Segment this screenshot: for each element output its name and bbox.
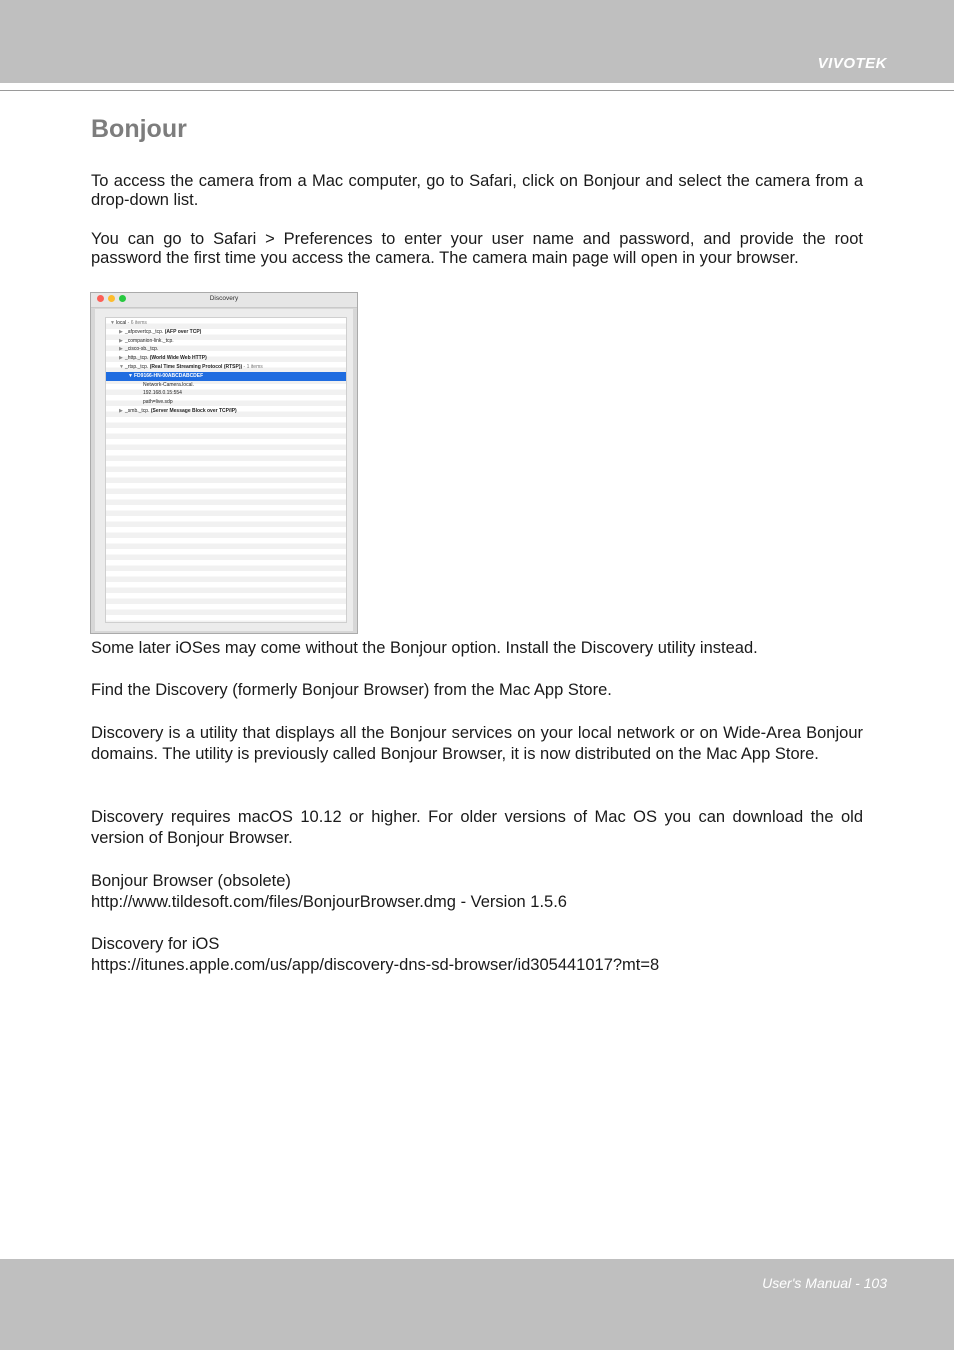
service-row[interactable] xyxy=(106,319,346,328)
service-name: _rtsp._tcp. xyxy=(125,364,149,370)
page-header-band xyxy=(0,0,954,83)
header-divider xyxy=(0,90,954,91)
service-name: _cisco-sb._tcp. xyxy=(125,346,159,353)
paragraph-discovery-requirements: Discovery requires macOS 10.12 or higher. For older versions of Mac OS you can download the old version of Bonjour Browser. xyxy=(91,808,863,847)
service-row[interactable] xyxy=(106,389,346,398)
service-description: (Server Message Block over TCP/IP) xyxy=(149,408,237,414)
service-name: FD9166-HN-00ABCDABCDEF xyxy=(134,372,204,379)
service-name: _companion-link._tcp. xyxy=(125,337,174,344)
bonjour-browser-url[interactable]: http://www.tildesoft.com/files/BonjourBrowser.dmg - Version 1.5.6 xyxy=(91,893,567,911)
service-row[interactable] xyxy=(106,354,346,363)
disclosure-closed-icon[interactable]: ▶ xyxy=(119,408,123,414)
service-item-count: - 6 items xyxy=(126,320,147,326)
page-footer-band xyxy=(0,1259,954,1350)
service-name: path=live.sdp xyxy=(143,399,173,406)
service-name: _afpovertcp._tcp. xyxy=(125,328,164,335)
service-row[interactable] xyxy=(106,363,346,372)
paragraph-later-ioses: Some later iOSes may come without the Bonjour option. Install the Discovery utility instead. xyxy=(91,639,758,657)
service-name: local xyxy=(116,320,127,326)
service-row[interactable] xyxy=(106,381,346,390)
paragraph-find-discovery: Find the Discovery (formerly Bonjour Browser) from the Mac App Store. xyxy=(91,681,612,699)
disclosure-closed-icon[interactable]: ▶ xyxy=(119,355,123,362)
discovery-ios-url[interactable]: https://itunes.apple.com/us/app/discovery-dns-sd-browser/id305441017?mt=8 xyxy=(91,956,660,974)
discovery-ios-label: Discovery for iOS xyxy=(91,935,220,953)
disclosure-closed-icon[interactable]: ▶ xyxy=(119,337,123,344)
service-name: Network-Camera.local. xyxy=(143,381,194,388)
disclosure-closed-icon[interactable]: ▶ xyxy=(119,346,123,353)
service-name: _http._tcp. xyxy=(125,355,149,362)
service-name: 192.168.0.15:554 xyxy=(143,390,182,397)
discovery-window-screenshot xyxy=(90,292,358,634)
service-row[interactable] xyxy=(106,328,346,337)
paragraph-discovery-utility: Discovery is a utility that displays all the Bonjour services on your local network or on Wide-Area Bonjour domains. The utility is previously called Bonjour Browser, it is now distributed on the Mac App Store. xyxy=(91,724,863,763)
service-row[interactable] xyxy=(106,372,346,381)
service-description: (Real Time Streaming Protocol (RTSP)) xyxy=(148,364,243,370)
disclosure-open-icon[interactable]: ▼ xyxy=(119,364,124,370)
service-row[interactable] xyxy=(106,398,346,407)
disclosure-open-icon[interactable]: ▼ xyxy=(128,372,133,379)
disclosure-closed-icon[interactable]: ▶ xyxy=(119,328,123,335)
page-number: User's Manual - 103 xyxy=(762,1275,887,1291)
service-row[interactable] xyxy=(106,345,346,354)
service-row[interactable] xyxy=(106,337,346,346)
paragraph-safari-preferences: You can go to Safari > Preferences to enter your user name and password, and provide the root password the first time you access the camera. The camera main page will open in your browser. xyxy=(91,230,863,267)
service-name: _smb._tcp. xyxy=(125,408,150,414)
bonjour-browser-label: Bonjour Browser (obsolete) xyxy=(91,872,291,890)
service-description: (World Wide Web HTTP) xyxy=(148,355,207,362)
paragraph-access-camera: To access the camera from a Mac computer, go to Safari, click on Bonjour and select the camera from a drop-down list. xyxy=(91,172,863,209)
service-tree-list xyxy=(105,317,347,623)
service-item-count: - 1 items xyxy=(242,364,263,370)
brand-logo: VIVOTEK xyxy=(817,55,887,72)
service-row[interactable] xyxy=(106,407,346,416)
window-titlebar xyxy=(91,293,357,308)
window-title: Discovery xyxy=(209,295,239,302)
service-description: (AFP over TCP) xyxy=(163,328,202,335)
disclosure-open-icon[interactable]: ▼ xyxy=(110,320,115,326)
page-title: Bonjour xyxy=(91,115,187,143)
